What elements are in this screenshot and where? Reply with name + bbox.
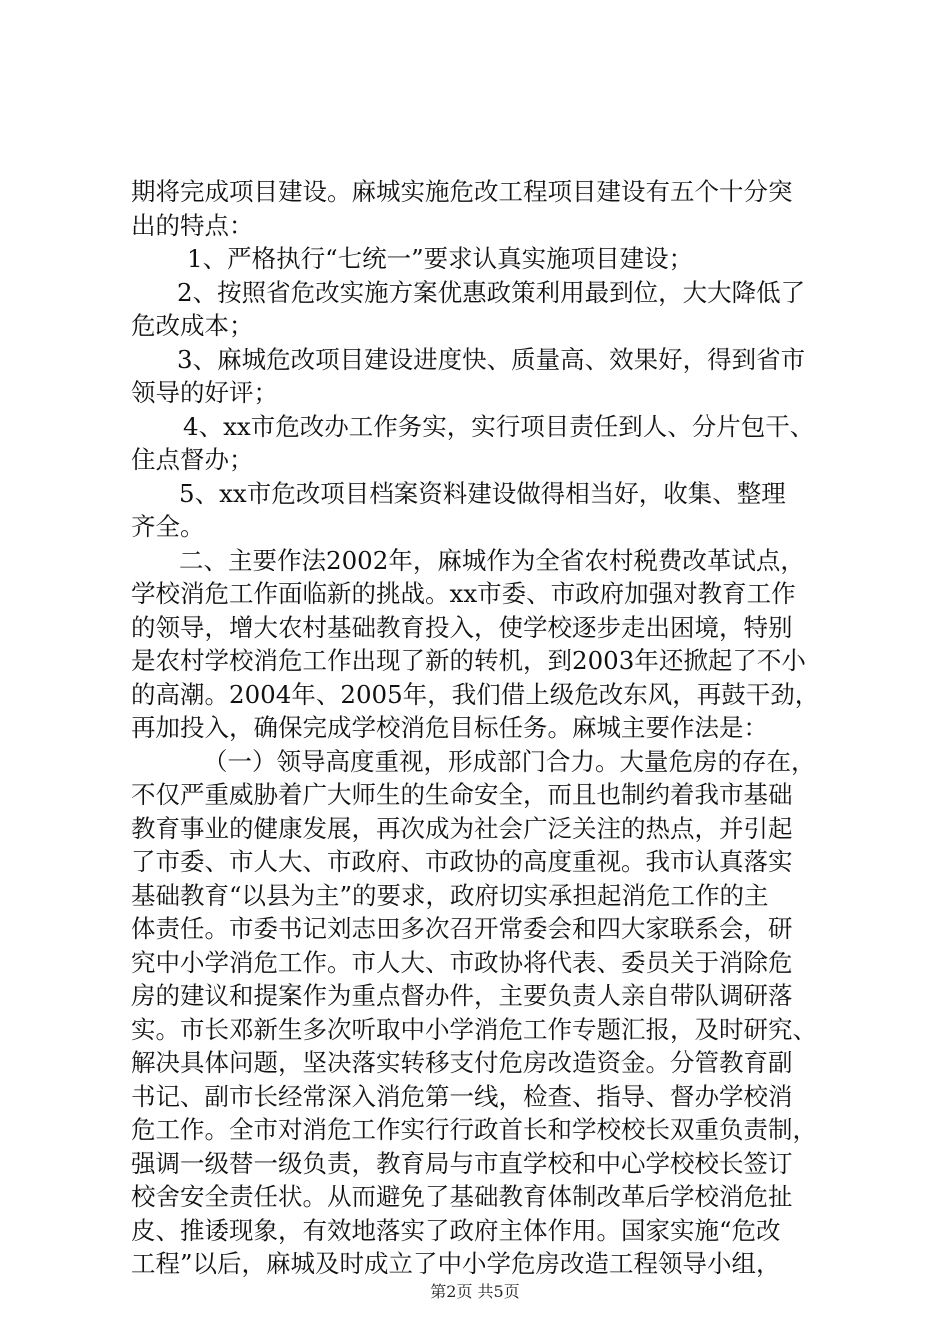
text-line: 是农村学校消危工作出现了新的转机，到2003年还掀起了不小: [131, 646, 806, 675]
text-line: 学校消危工作面临新的挑战。xx市委、市政府加强对教育工作: [131, 579, 796, 608]
text-line: 实。市长邓新生多次听取中小学消危工作专题汇报，及时研究、: [131, 1014, 817, 1044]
text-line: 4、xx市危改办工作务实，实行项目责任到人、分片包干、: [183, 411, 815, 441]
text-line: 3、麻城危改项目建设进度快、质量高、效果好，得到省市: [177, 344, 806, 374]
text-line: 校舍安全责任状。从而避免了基础教育体制改革后学校消危扯: [131, 1182, 793, 1211]
page-number-footer: 第2页 共5页: [430, 1282, 520, 1301]
text-line: 的领导，增大农村基础教育投入，使学校逐步走出困境，特别: [131, 612, 793, 642]
text-line: 再加投入，确保完成学校消危目标任务。麻城主要作法是：: [131, 713, 768, 742]
text-line: 领导的好评；: [131, 378, 278, 407]
text-line: 体责任。市委书记刘志田多次召开常委会和四大家联系会，研: [131, 914, 793, 943]
text-line: 危改成本；: [131, 311, 254, 340]
text-line: 书记、副市长经常深入消危第一线，检查、指导、督办学校消: [131, 1081, 793, 1111]
text-line: 的高潮。2004年、2005年，我们借上级危改东风，再鼓干劲，: [131, 679, 820, 709]
text-line: 基础教育“以县为主”的要求，政府切实承担起消危工作的主: [131, 880, 769, 910]
text-line: 解决具体问题，坚决落实转移支付危房改造资金。分管教育副: [131, 1048, 793, 1077]
text-line: 齐全。: [131, 512, 205, 541]
document-body: [131, 175, 831, 1281]
text-line: （一）领导高度重视，形成部门合力。大量危房的存在，: [203, 746, 816, 776]
text-line: 5、xx市危改项目档案资料建设做得相当好，收集、整理: [179, 478, 786, 508]
text-line: 2、按照省危改实施方案优惠政策利用最到位，大大降低了: [177, 277, 806, 307]
text-line: 皮、推诿现象，有效地落实了政府主体作用。国家实施“危改: [131, 1215, 781, 1245]
text-line: 强调一级替一级负责，教育局与市直学校和中心学校校长签订: [131, 1148, 793, 1178]
text-line: 工程”以后，麻城及时成立了中小学危房改造工程领导小组，: [131, 1249, 781, 1278]
text-line: 教育事业的健康发展，再次成为社会广泛关注的热点，并引起: [131, 813, 793, 843]
text-line: 究中小学消危工作。市人大、市政协将代表、委员关于消除危: [131, 947, 793, 977]
text-line: 出的特点：: [131, 210, 254, 240]
text-line: 住点督办；: [131, 445, 254, 474]
text-line: 了市委、市人大、市政府、市政协的高度重视。我市认真落实: [131, 847, 793, 876]
text-line: 不仅严重威胁着广大师生的生命安全，而且也制约着我市基础: [131, 780, 793, 809]
text-line: 二、主要作法2002年，麻城作为全省农村税费改革试点，: [179, 545, 805, 575]
text-line: 期将完成项目建设。麻城实施危改工程项目建设有五个十分突: [131, 177, 793, 206]
text-line: 1、严格执行“七统一”要求认真实施项目建设；: [187, 244, 694, 273]
text-line: 房的建议和提案作为重点督办件，主要负责人亲自带队调研落: [131, 981, 793, 1010]
text-line: 危工作。全市对消危工作实行行政首长和学校校长双重负责制，: [131, 1115, 817, 1144]
